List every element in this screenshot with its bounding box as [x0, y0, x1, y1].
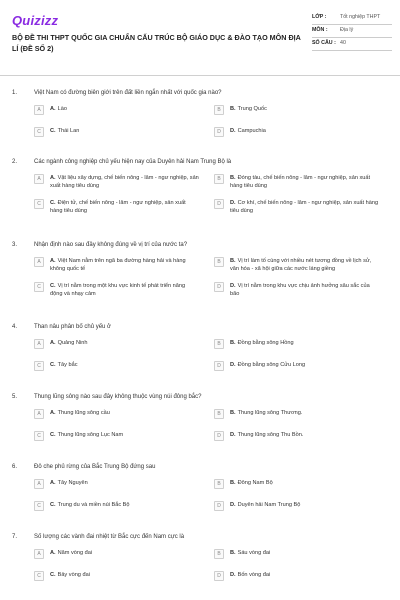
- option-box[interactable]: D: [214, 501, 224, 511]
- option-label: [50, 409, 110, 417]
- option-d[interactable]: [214, 501, 379, 511]
- option-letter: D.: [230, 200, 236, 206]
- option-a[interactable]: [34, 409, 199, 419]
- option-box[interactable]: B: [214, 257, 224, 267]
- option-box[interactable]: A: [34, 174, 44, 184]
- option-letter: A.: [50, 410, 56, 416]
- question-text: Số lượng các vành đai nhiệt từ Bắc cực đến Nam cực là: [34, 534, 185, 540]
- question-text: Các ngành công nghiệp chủ yếu hiện nay của Duyên hải Nam Trung Bộ là: [34, 159, 232, 165]
- class-value: Tốt nghiệp THPT: [340, 14, 381, 20]
- answer-options: [34, 339, 392, 383]
- question-header: [12, 533, 392, 541]
- option-letter: B.: [230, 550, 236, 556]
- question-text: Nhận định nào sau đây không đúng về vị trí của nước ta?: [34, 242, 188, 248]
- option-text: Vị trí nằm trong khu vực chịu ảnh hưởng sâu sắc của bão: [230, 283, 370, 297]
- option-box[interactable]: B: [214, 479, 224, 489]
- option-b[interactable]: [214, 549, 379, 559]
- option-label: [50, 257, 199, 273]
- option-text: Sáu vòng đai: [237, 550, 271, 556]
- option-c[interactable]: [34, 282, 199, 298]
- option-label: [50, 501, 130, 509]
- option-label: [230, 361, 305, 369]
- answer-options: [34, 479, 392, 523]
- option-b[interactable]: [214, 174, 379, 190]
- question-text: Than nâu phân bố chủ yếu ở: [34, 324, 111, 330]
- question-number: 5.: [12, 394, 18, 400]
- option-label: [50, 282, 199, 298]
- option-letter: A.: [50, 106, 56, 112]
- option-d[interactable]: [214, 571, 379, 581]
- option-text: Cơ khí, chế biến nông - lâm - ngư nghiệp, sản xuất hàng tiêu dùng: [230, 200, 379, 214]
- option-text: Quảng Ninh: [57, 340, 88, 346]
- answer-options: [34, 257, 392, 307]
- question-6: [12, 463, 392, 523]
- option-text: Tây Nguyên: [57, 480, 88, 486]
- option-label: [50, 549, 92, 557]
- option-box[interactable]: C: [34, 501, 44, 511]
- option-letter: C.: [50, 432, 56, 438]
- option-text: Điện tử, chế biến nông - lâm - ngư nghiệp, sản xuất hàng tiêu dùng: [50, 200, 186, 214]
- option-box[interactable]: D: [214, 199, 224, 209]
- option-label: [50, 199, 199, 215]
- question-number: 6.: [12, 464, 18, 470]
- option-a[interactable]: [34, 105, 199, 115]
- option-letter: D.: [230, 432, 236, 438]
- count-value: 40: [340, 40, 346, 46]
- option-text: Campuchia: [237, 128, 266, 134]
- question-text: Thung lũng sông nào sau đây không thuộc vùng núi đông bắc?: [34, 394, 202, 400]
- answer-options: [34, 174, 392, 224]
- option-letter: C.: [50, 572, 56, 578]
- option-text: Bốn vòng đai: [237, 572, 271, 578]
- option-box[interactable]: A: [34, 339, 44, 349]
- quizizz-logo: Quizizz: [12, 13, 59, 28]
- question-text: Việt Nam có đường biên giới trên đất liền ngắn nhất với quốc gia nào?: [34, 90, 222, 96]
- option-letter: C.: [50, 128, 56, 134]
- option-box[interactable]: B: [214, 105, 224, 115]
- option-box[interactable]: B: [214, 409, 224, 419]
- question-header: [12, 463, 392, 471]
- option-text: Việt Nam nằm trên ngã ba đường hàng hải và hàng không quốc tế: [50, 258, 186, 272]
- option-b[interactable]: [214, 105, 379, 115]
- option-letter: B.: [230, 410, 236, 416]
- option-box[interactable]: D: [214, 282, 224, 292]
- answer-options: [34, 549, 392, 593]
- option-text: Trung Quốc: [237, 106, 267, 112]
- option-label: [230, 127, 266, 135]
- meta-row-subject: [312, 25, 392, 38]
- option-box[interactable]: A: [34, 257, 44, 267]
- question-1: [12, 89, 392, 149]
- option-text: Duyên hải Nam Trung Bộ: [237, 502, 301, 508]
- option-text: Bảy vòng đai: [57, 572, 90, 578]
- option-text: Đóng tàu, chế biến nông - lâm - ngư nghiệp, sản xuất hàng tiêu dùng: [230, 175, 371, 189]
- question-header: [12, 89, 392, 97]
- option-a[interactable]: [34, 257, 199, 273]
- option-letter: B.: [230, 480, 236, 486]
- option-text: Thung lũng sông Lục Nam: [57, 432, 124, 438]
- option-box[interactable]: C: [34, 571, 44, 581]
- option-label: [230, 105, 267, 113]
- option-c[interactable]: [34, 127, 199, 137]
- option-letter: B.: [230, 175, 236, 181]
- option-label: [230, 549, 270, 557]
- header-divider: [0, 75, 400, 76]
- option-b[interactable]: [214, 479, 379, 489]
- option-letter: C.: [50, 362, 56, 368]
- question-4: [12, 323, 392, 383]
- option-letter: C.: [50, 283, 56, 289]
- option-letter: C.: [50, 200, 56, 206]
- option-d[interactable]: [214, 282, 379, 298]
- option-d[interactable]: [214, 199, 379, 215]
- option-letter: B.: [230, 106, 236, 112]
- question-header: [12, 158, 392, 166]
- option-box[interactable]: C: [34, 199, 44, 209]
- option-box[interactable]: B: [214, 174, 224, 184]
- question-header: [12, 323, 392, 331]
- count-label: SỐ CÂU :: [312, 40, 336, 46]
- option-label: [50, 105, 67, 113]
- class-label: LỚP :: [312, 14, 327, 20]
- option-b[interactable]: [214, 339, 379, 349]
- option-d[interactable]: [214, 361, 379, 371]
- option-box[interactable]: A: [34, 549, 44, 559]
- option-letter: D.: [230, 128, 236, 134]
- option-text: Lào: [57, 106, 67, 112]
- option-box[interactable]: A: [34, 479, 44, 489]
- option-letter: A.: [50, 258, 56, 264]
- option-label: [230, 571, 270, 579]
- option-c[interactable]: [34, 501, 199, 511]
- question-number: 3.: [12, 242, 18, 248]
- option-letter: D.: [230, 362, 236, 368]
- option-text: Trung du và miền núi Bắc Bộ: [57, 502, 130, 508]
- option-text: Đồng bằng sông Hồng: [237, 340, 294, 346]
- option-label: [50, 479, 88, 487]
- option-letter: D.: [230, 283, 236, 289]
- option-text: Thung lũng sông cầu: [57, 410, 110, 416]
- option-box[interactable]: C: [34, 127, 44, 137]
- option-text: Đồng bằng sông Cửu Long: [237, 362, 306, 368]
- subject-value: Địa lý: [340, 27, 354, 33]
- option-a[interactable]: [34, 479, 199, 489]
- option-label: [50, 174, 199, 190]
- option-text: Thung lũng sông Thu Bồn.: [237, 432, 304, 438]
- worksheet-title: BỘ ĐỀ THI THPT QUỐC GIA CHUẨN CẤU TRÚC BỘ GIÁO DỤC & ĐÀO TẠO MÔN ĐỊA LÍ (ĐỀ SỐ 2): [12, 33, 301, 53]
- question-number: 4.: [12, 324, 18, 330]
- option-letter: A.: [50, 550, 56, 556]
- option-c[interactable]: [34, 361, 199, 371]
- question-header: [12, 393, 392, 401]
- option-text: Vật liệu xây dựng, chế biến nông - lâm - ngư nghiệp, sản xuất hàng tiêu dùng: [50, 175, 199, 189]
- option-d[interactable]: [214, 127, 379, 137]
- worksheet-meta: [312, 14, 392, 51]
- option-label: [230, 257, 379, 273]
- option-label: [50, 339, 87, 347]
- meta-row-class: [312, 14, 392, 25]
- question-7: [12, 533, 392, 593]
- question-number: 7.: [12, 534, 18, 540]
- option-box[interactable]: D: [214, 431, 224, 441]
- option-b[interactable]: [214, 257, 379, 273]
- option-label: [230, 431, 303, 439]
- option-label: [230, 501, 300, 509]
- question-number: 2.: [12, 159, 18, 165]
- question-text: Đô che phủ rừng của Bắc Trung Bộ đứng sau: [34, 464, 156, 470]
- answer-options: [34, 105, 392, 149]
- option-letter: A.: [50, 480, 56, 486]
- option-box[interactable]: D: [214, 127, 224, 137]
- option-letter: B.: [230, 340, 236, 346]
- question-3: [12, 241, 392, 307]
- question-2: [12, 158, 392, 224]
- option-c[interactable]: [34, 431, 199, 441]
- question-5: [12, 393, 392, 453]
- option-label: [50, 431, 123, 439]
- meta-row-count: [312, 38, 392, 51]
- option-letter: D.: [230, 572, 236, 578]
- option-label: [230, 409, 302, 417]
- option-box[interactable]: D: [214, 571, 224, 581]
- subject-label: MÔN :: [312, 27, 328, 33]
- option-box[interactable]: A: [34, 409, 44, 419]
- option-text: Thái Lan: [57, 128, 80, 134]
- option-label: [50, 571, 90, 579]
- option-text: Tây bắc: [57, 362, 78, 368]
- option-label: [230, 174, 379, 190]
- option-c[interactable]: [34, 199, 199, 215]
- option-label: [230, 479, 273, 487]
- option-a[interactable]: [34, 549, 199, 559]
- option-letter: C.: [50, 502, 56, 508]
- option-a[interactable]: [34, 174, 199, 190]
- option-text: Đông Nam Bộ: [237, 480, 273, 486]
- option-letter: B.: [230, 258, 236, 264]
- option-box[interactable]: C: [34, 282, 44, 292]
- option-a[interactable]: [34, 339, 199, 349]
- option-box[interactable]: C: [34, 361, 44, 371]
- option-letter: A.: [50, 340, 56, 346]
- option-c[interactable]: [34, 571, 199, 581]
- option-b[interactable]: [214, 409, 379, 419]
- option-text: Vị trí nằm trong một khu vực kinh tế phát triển năng động và nhạy cảm: [50, 283, 186, 297]
- option-box[interactable]: B: [214, 549, 224, 559]
- option-label: [230, 199, 379, 215]
- option-box[interactable]: D: [214, 361, 224, 371]
- option-d[interactable]: [214, 431, 379, 441]
- option-box[interactable]: C: [34, 431, 44, 441]
- option-letter: A.: [50, 175, 56, 181]
- option-box[interactable]: B: [214, 339, 224, 349]
- question-header: [12, 241, 392, 249]
- option-text: Vị trí làm tố cùng với nhiều nét tương đồng về lịch sử, văn hóa - xã hội giữa các nước láng giềng: [230, 258, 372, 272]
- option-label: [50, 127, 79, 135]
- answer-options: [34, 409, 392, 453]
- option-label: [230, 282, 379, 298]
- option-text: Thung lũng sông Thương.: [237, 410, 303, 416]
- option-letter: D.: [230, 502, 236, 508]
- option-label: [50, 361, 78, 369]
- option-text: Năm vòng đai: [57, 550, 93, 556]
- question-number: 1.: [12, 90, 18, 96]
- option-box[interactable]: A: [34, 105, 44, 115]
- option-label: [230, 339, 294, 347]
